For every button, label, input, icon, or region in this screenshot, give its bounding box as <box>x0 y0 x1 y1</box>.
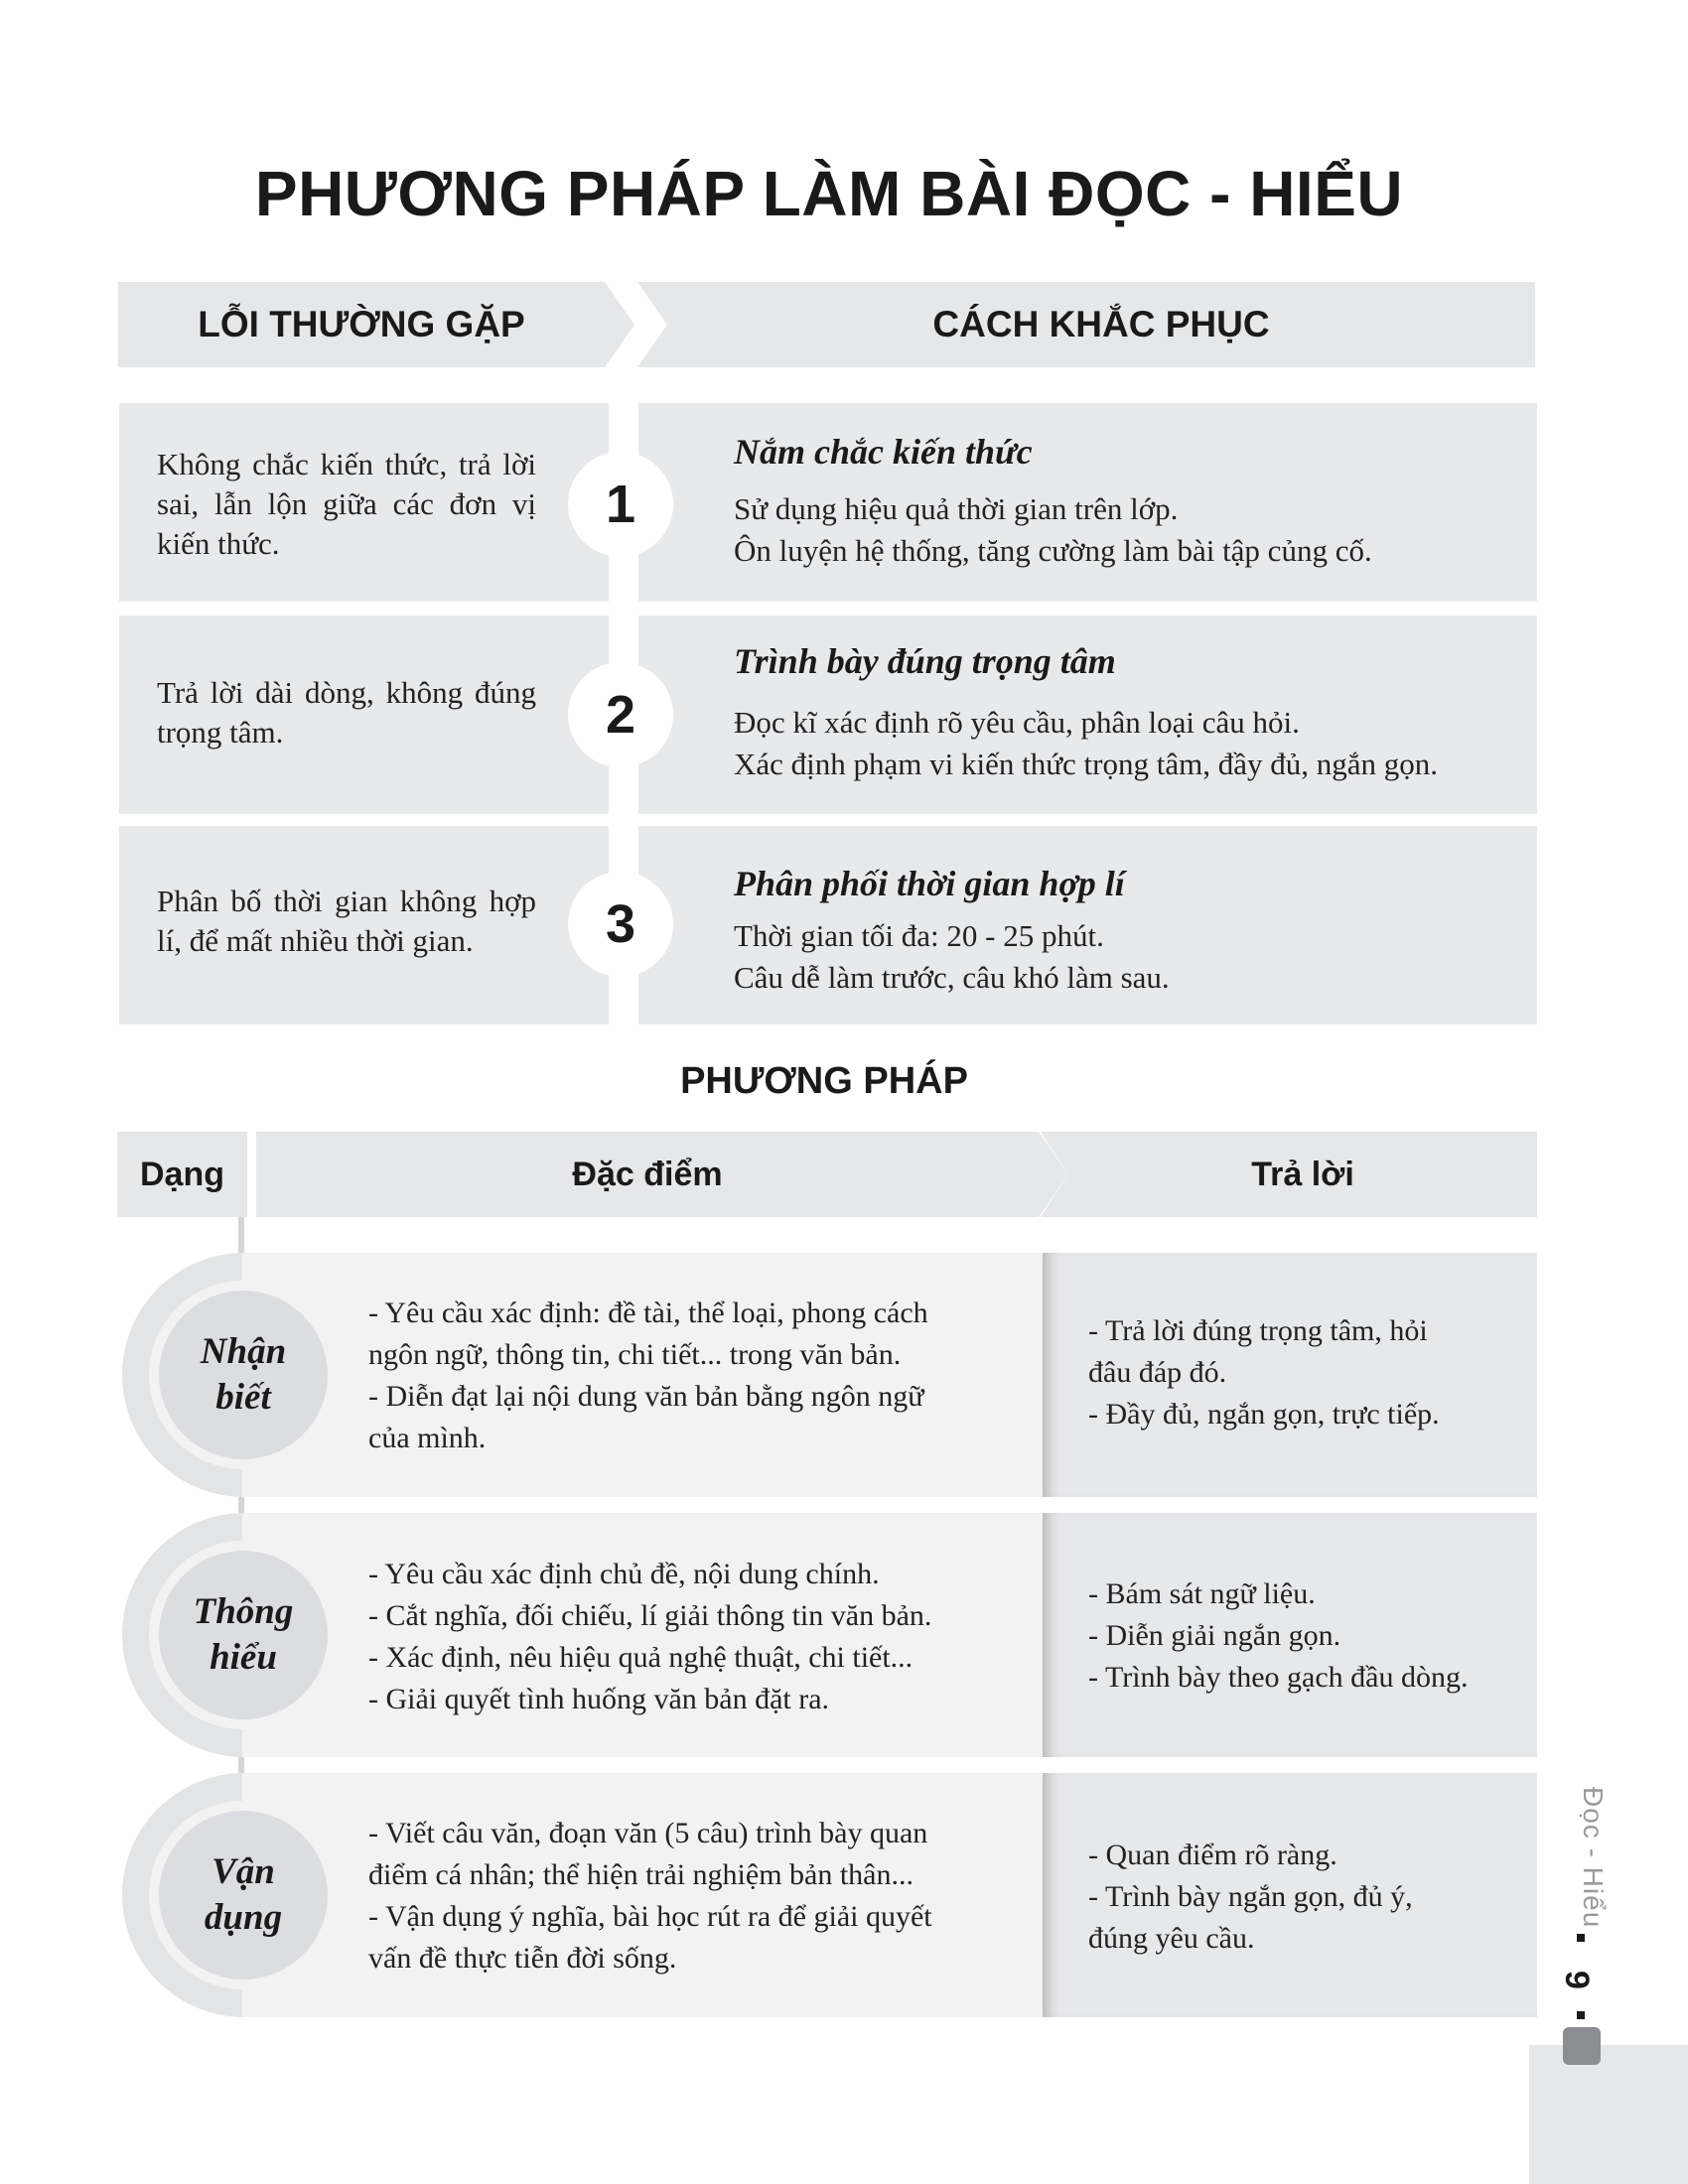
fix-title-2: Trình bày đúng trọng tâm <box>734 641 1116 681</box>
fix-title-3: Phân phối thời gian hợp lí <box>734 864 1125 903</box>
header-errors-label: LỖI THƯỜNG GẶP <box>198 304 525 344</box>
features-line: - Giải quyết tình huống văn bản đặt ra. <box>368 1683 830 1715</box>
level-badge-3-line2: dụng <box>204 1897 283 1938</box>
error-text-1: Không chắc kiến thức, trả lời sai, lẫn lộn giữa các đơn vị kiến thức. <box>157 447 536 561</box>
header-answer-label: Trả lời <box>1251 1156 1354 1193</box>
answer-line: - Đầy đủ, ngắn gọn, trực tiếp. <box>1088 1398 1440 1431</box>
level-badge-3-line1: Vận <box>211 1851 275 1892</box>
separator-dot <box>1577 1934 1585 1942</box>
level-badge-1-line1: Nhận <box>200 1331 287 1372</box>
answer-text-1 <box>1088 1310 1485 1435</box>
features-text-3 <box>368 1813 976 1979</box>
features-line: ngôn ngữ, thông tin, chi tiết... trong văn bản. <box>368 1338 902 1371</box>
answer-line: - Trình bày ngắn gọn, đủ ý, <box>1088 1880 1413 1913</box>
level-badge-1-line2: biết <box>215 1377 271 1418</box>
features-line: - Yêu cầu xác định: đề tài, thể loại, phong cách <box>368 1297 928 1329</box>
features-text-2 <box>368 1554 976 1720</box>
header-fixes-label: CÁCH KHẮC PHỤC <box>932 304 1270 344</box>
side-chapter-label: Đọc - Hiểu <box>1578 1787 1609 1929</box>
answer-line: - Quan điểm rõ ràng. <box>1088 1839 1337 1871</box>
step-number-3: 3 <box>568 872 673 977</box>
answer-line: - Bám sát ngữ liệu. <box>1088 1577 1316 1610</box>
fix-line-3b: Câu dễ làm trước, câu khó làm sau. <box>734 960 1170 995</box>
features-line: vấn đề thực tiễn đời sống. <box>368 1942 677 1975</box>
answer-line: - Trả lời đúng trọng tâm, hỏi <box>1088 1314 1428 1347</box>
features-line: của mình. <box>368 1422 487 1454</box>
answer-line: - Trình bày theo gạch đầu dòng. <box>1088 1661 1469 1694</box>
page-number: 9 <box>1557 1971 1596 1989</box>
answer-line: đúng yêu cầu. <box>1088 1922 1255 1955</box>
features-line: - Viết câu văn, đoạn văn (5 câu) trình bày quan <box>368 1817 928 1849</box>
page-corner-block <box>1529 2045 1688 2184</box>
level-badge-2-line1: Thông <box>193 1591 294 1632</box>
page-tab-marker <box>1563 2027 1601 2065</box>
features-line: điểm cá nhân; thể hiện trải nghiệm bản thân... <box>368 1858 914 1891</box>
level-badge-2-line2: hiểu <box>210 1637 277 1678</box>
error-text-2: Trả lời dài dòng, không đúng trọng tâm. <box>157 675 536 750</box>
level-badge-1 <box>159 1291 328 1459</box>
fix-line-2a: Đọc kĩ xác định rõ yêu cầu, phân loại câu hỏi. <box>734 705 1300 740</box>
features-line: - Xác định, nêu hiệu quả nghệ thuật, chi tiết... <box>368 1641 914 1674</box>
error-text-3: Phân bố thời gian không hợp lí, để mất nhiều thời gian. <box>157 884 536 958</box>
fix-line-1a: Sử dụng hiệu quả thời gian trên lớp. <box>734 491 1179 526</box>
header-type-label: Dạng <box>140 1156 224 1193</box>
step-number-1: 1 <box>568 452 673 557</box>
fix-title-1: Nắm chắc kiến thức <box>734 432 1033 472</box>
page-title: PHƯƠNG PHÁP LÀM BÀI ĐỌC - HIỂU <box>254 158 1404 229</box>
fix-line-2b: Xác định phạm vi kiến thức trọng tâm, đầy đủ, ngắn gọn. <box>734 747 1438 781</box>
header-features-label: Đặc điểm <box>572 1156 723 1193</box>
answer-text-3 <box>1088 1835 1485 1960</box>
features-line: - Diễn đạt lại nội dung văn bản bằng ngôn ngữ <box>368 1380 924 1413</box>
method-section-title: PHƯƠNG PHÁP <box>680 1060 968 1102</box>
answer-line: - Diễn giải ngắn gọn. <box>1088 1619 1341 1652</box>
level-badge-2 <box>159 1551 328 1719</box>
features-line: - Vận dụng ý nghĩa, bài học rút ra để giải quyết <box>368 1900 932 1933</box>
step-number-2: 2 <box>568 662 673 767</box>
features-text-1 <box>368 1293 976 1459</box>
answer-text-2 <box>1088 1573 1485 1699</box>
fix-line-3a: Thời gian tối đa: 20 - 25 phút. <box>734 918 1104 953</box>
separator-dot <box>1577 2011 1585 2019</box>
features-line: - Cắt nghĩa, đối chiếu, lí giải thông tin văn bản. <box>368 1599 932 1632</box>
features-line: - Yêu cầu xác định chủ đề, nội dung chính. <box>368 1558 880 1590</box>
fix-line-1b: Ôn luyện hệ thống, tăng cường làm bài tập củng cố. <box>734 533 1372 568</box>
answer-line: đâu đáp đó. <box>1088 1356 1227 1389</box>
level-badge-3 <box>159 1811 328 1979</box>
